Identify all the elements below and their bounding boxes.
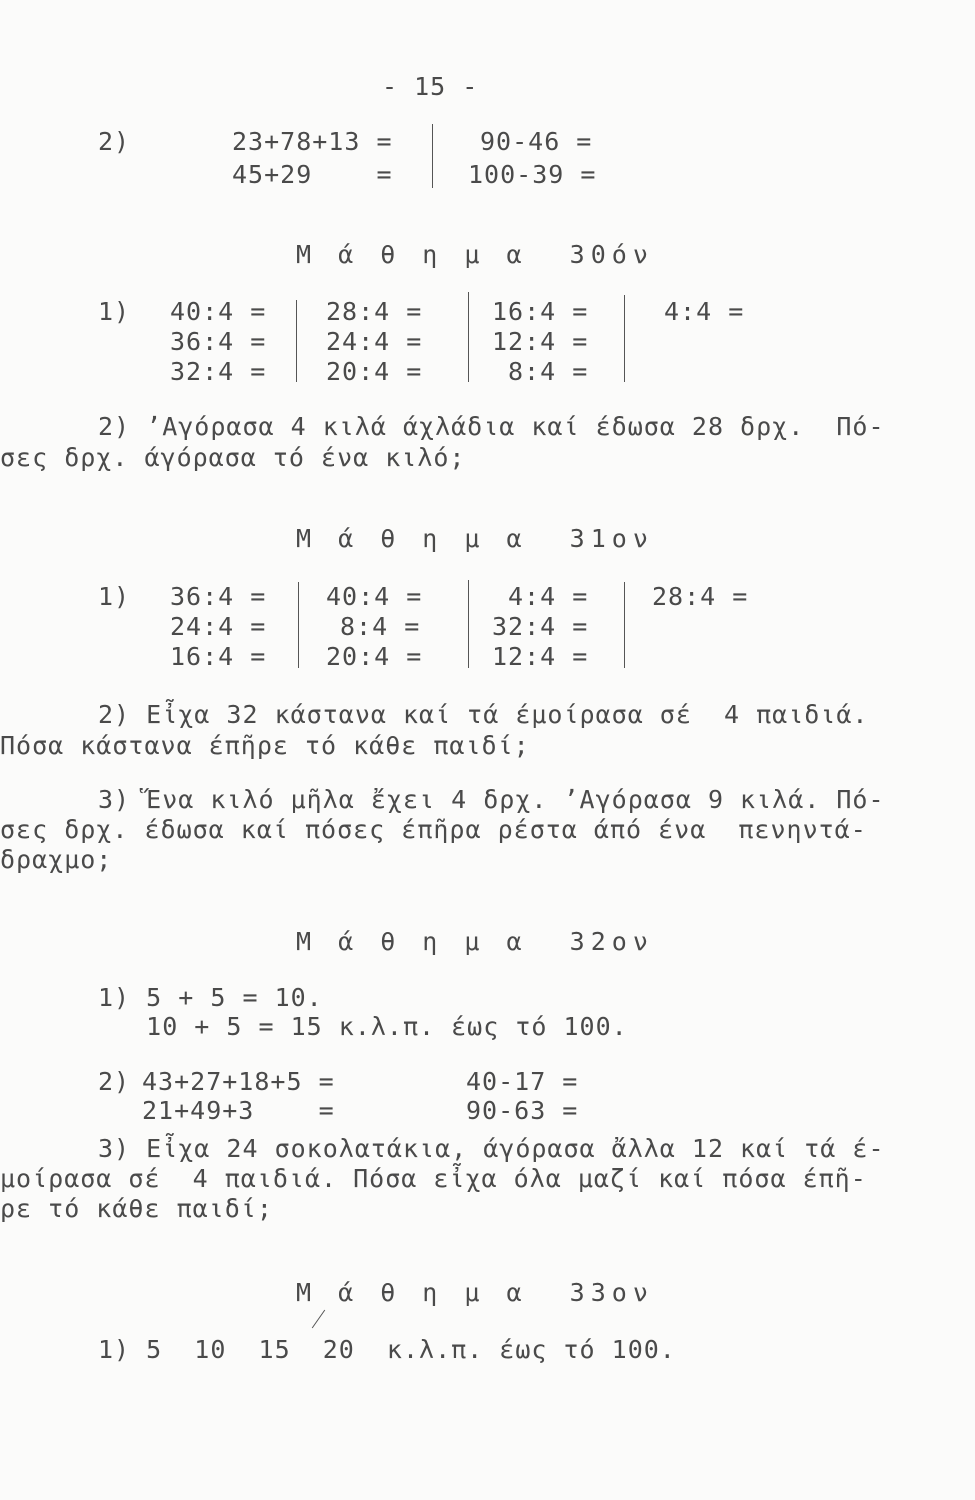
column-divider bbox=[624, 582, 625, 668]
column-divider bbox=[432, 124, 433, 188]
counting-line: 1) 5 10 15 20 κ.λ.π. έως τό 100. bbox=[98, 1335, 676, 1364]
difference-line: 40-17 = bbox=[466, 1067, 579, 1096]
problem-text: ρε τό κάθε παιδί; bbox=[0, 1194, 273, 1223]
lesson-title: Μ ά θ η μ α 32ον bbox=[296, 927, 654, 956]
division-item: 24:4 = bbox=[326, 327, 423, 356]
column-divider bbox=[624, 295, 625, 382]
counting-line: 10 + 5 = 15 κ.λ.π. έως τό 100. bbox=[98, 1012, 628, 1041]
exercise-label: 2) bbox=[98, 127, 131, 156]
division-item: 12:4 = bbox=[492, 642, 589, 671]
sum-line: 21+49+3 = bbox=[142, 1096, 335, 1125]
division-item: 28:4 = bbox=[326, 297, 423, 326]
sum-line: 45+29 = bbox=[232, 160, 393, 189]
page-number: - 15 - bbox=[382, 72, 479, 101]
division-item: 24:4 = bbox=[170, 612, 267, 641]
column-divider bbox=[296, 300, 297, 382]
exercise-label: 2) bbox=[98, 1067, 131, 1096]
division-item: 12:4 = bbox=[492, 327, 589, 356]
division-item: 40:4 = bbox=[170, 297, 267, 326]
problem-text: 3) Ἕνα κιλό μῆλα ἔχει 4 δρχ. ʼΑγόρασα 9 κιλά. Πό- bbox=[98, 785, 885, 814]
difference-line: 90-46 = bbox=[480, 127, 593, 156]
division-item: 8:4 = bbox=[508, 357, 589, 386]
exercise-label: 1) bbox=[98, 582, 131, 611]
problem-text: 2) ʼΑγόρασα 4 κιλά άχλάδια καί έδωσα 28 δρχ. Πό- bbox=[98, 412, 885, 441]
difference-line: 100-39 = bbox=[468, 160, 597, 189]
division-item: 16:4 = bbox=[492, 297, 589, 326]
division-item: 40:4 = bbox=[326, 582, 423, 611]
counting-line: 1) 5 + 5 = 10. bbox=[98, 983, 323, 1012]
lesson-title: Μ ά θ η μ α 31ον bbox=[296, 524, 654, 553]
problem-text: Πόσα κάστανα έπῆρε τό κάθε παιδί; bbox=[0, 731, 530, 760]
problem-text: μοίρασα σέ 4 παιδιά. Πόσα εἶχα όλα μαζί καί πόσα έπῆ- bbox=[0, 1164, 867, 1193]
division-item: 36:4 = bbox=[170, 582, 267, 611]
division-item: 20:4 = bbox=[326, 357, 423, 386]
problem-text: 2) Εἶχα 32 κάστανα καί τά έμοίρασα σέ 4 παιδιά. bbox=[98, 700, 869, 729]
column-divider bbox=[468, 580, 469, 668]
pen-mark bbox=[312, 1310, 325, 1329]
column-divider bbox=[468, 292, 469, 382]
division-item: 32:4 = bbox=[492, 612, 589, 641]
difference-line: 90-63 = bbox=[466, 1096, 579, 1125]
division-item: 36:4 = bbox=[170, 327, 267, 356]
division-item: 16:4 = bbox=[170, 642, 267, 671]
problem-text: 3) Εἶχα 24 σοκολατάκια, άγόρασα ἄλλα 12 καί τά έ- bbox=[98, 1134, 885, 1163]
division-item: 32:4 = bbox=[170, 357, 267, 386]
exercise-label: 1) bbox=[98, 297, 131, 326]
problem-text: σες δρχ. έδωσα καί πόσες έπῆρα ρέστα άπό ένα πενηντά- bbox=[0, 815, 867, 844]
problem-text: δραχμο; bbox=[0, 845, 113, 874]
division-item: 20:4 = bbox=[326, 642, 423, 671]
division-item: 8:4 = bbox=[340, 612, 421, 641]
problem-text: σες δρχ. άγόρασα τό ένα κιλό; bbox=[0, 443, 466, 472]
lesson-title: Μ ά θ η μ α 30όν bbox=[296, 240, 654, 269]
lesson-title: Μ ά θ η μ α 33ον bbox=[296, 1278, 654, 1307]
division-item: 4:4 = bbox=[664, 297, 745, 326]
division-item: 28:4 = bbox=[652, 582, 749, 611]
sum-line: 43+27+18+5 = bbox=[142, 1067, 335, 1096]
sum-line: 23+78+13 = bbox=[232, 127, 393, 156]
division-item: 4:4 = bbox=[508, 582, 589, 611]
column-divider bbox=[298, 582, 299, 668]
